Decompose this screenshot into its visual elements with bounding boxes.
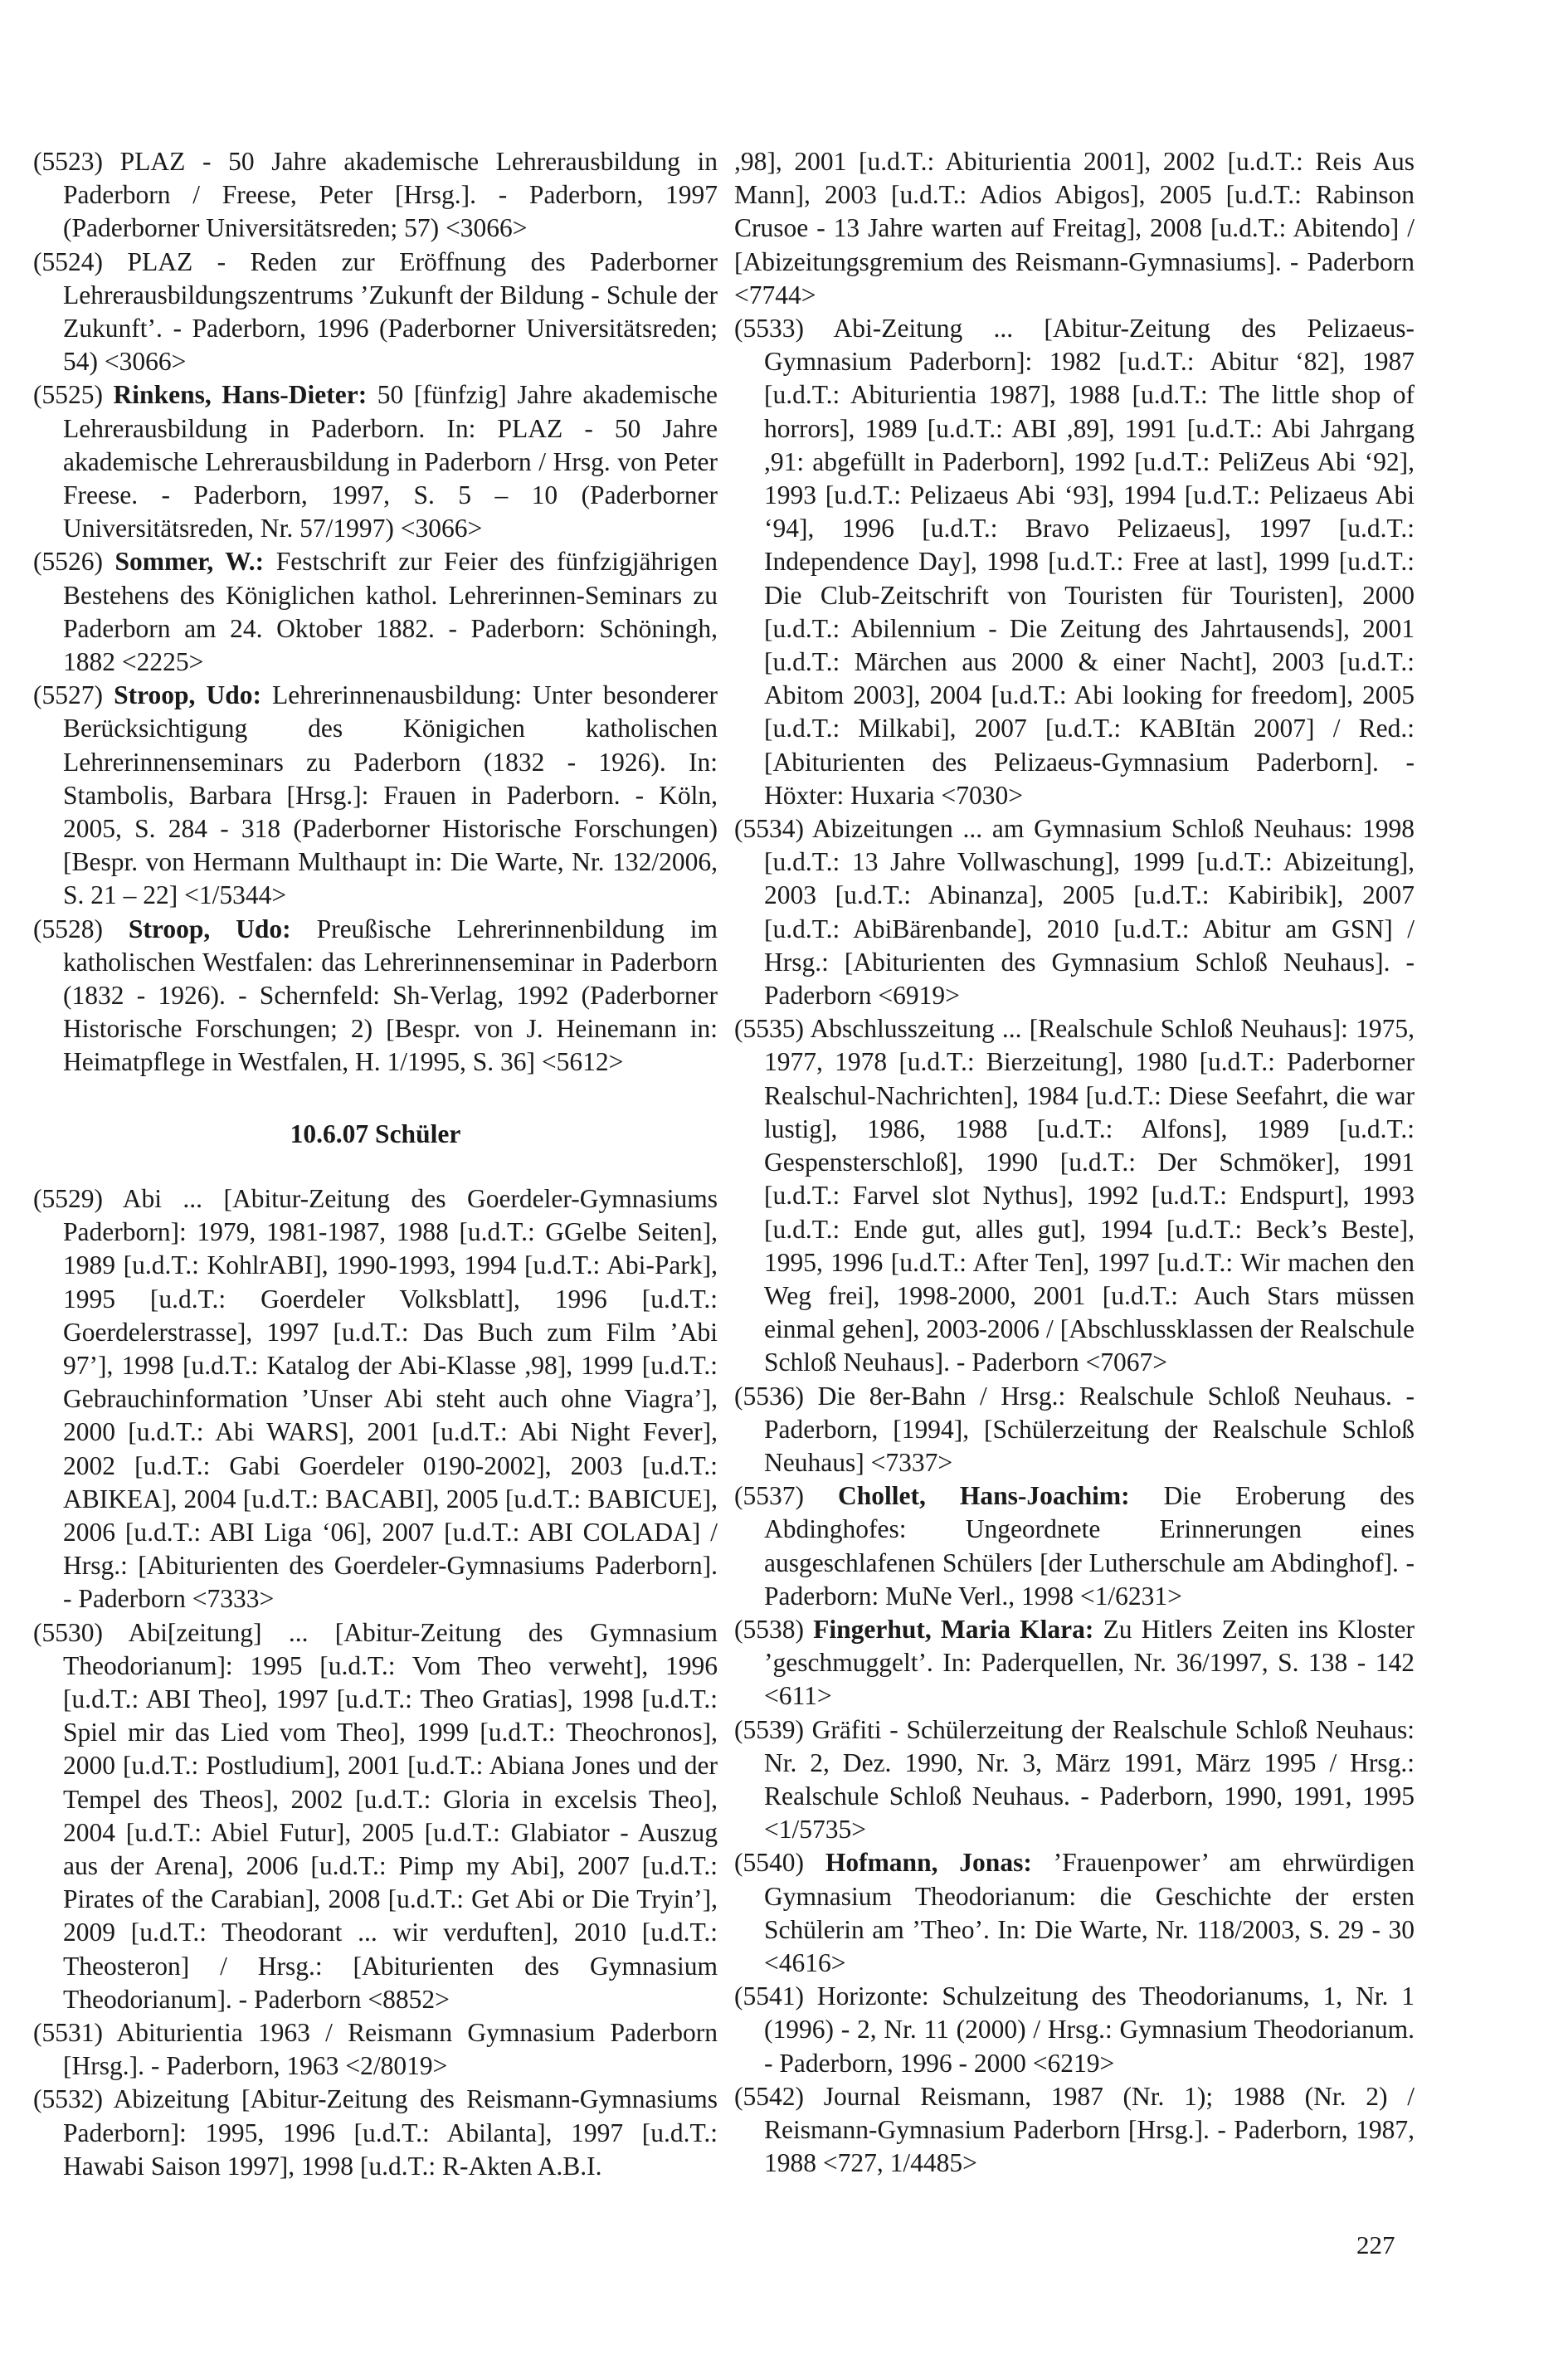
entry-text: 50 [fünfzig] Jahre akademische Lehrerausbildung in Paderborn. In: PLAZ - 50 Jahre akademische Lehrerausbildung in Paderborn / Hrsg. von Peter Freese. - Paderborn, 1997, S. 5 – 10 (Paderborner Universitätsreden, Nr. 57/1997) <3066> bbox=[63, 380, 718, 543]
bibliography-entry bbox=[33, 246, 718, 379]
entry-text: Abi[zeitung] ... [Abitur-Zeitung des Gymnasium Theodorianum]: 1995 [u.d.T.: Vom Theo verweht], 1996 [u.d.T.: ABI Theo], 1997 [u.d.T.: Theo Gratias], 1998 [u.d.T.: Spiel mir das Lied vom Theo], 1999 [u.d.T.: Theochronos], 2000 [u.d.T.: Postludium], 2001 [u.d.T.: Abiana Jones und der Tempel des Theos], 2002 [u.d.T.: Gloria in excelsis Theo], 2004 [u.d.T.: Abiel Futur], 2005 [u.d.T.: Glabiator - Auszug aus der Arena], 2006 [u.d.T.: Pimp my Abi], 2007 [u.d.T.: Pirates of the Carabian], 2008 [u.d.T.: Get Abi or Die Tryin’], 2009 [u.d.T.: Theodorant ... wir verduften], 2010 [u.d.T.: Theosteron] / Hrsg.: [Abiturienten des Gymnasium Theodorianum]. - Paderborn <8852> bbox=[63, 1617, 718, 2014]
entry-number: (5541) bbox=[734, 1981, 804, 2011]
bibliography-entry bbox=[33, 1182, 718, 1616]
entry-author: Hofmann, Jonas: bbox=[825, 1848, 1032, 1878]
section-heading: 10.6.07 Schüler bbox=[290, 1119, 461, 1148]
entry-text: Abschlusszeitung ... [Realschule Schloß Neuhaus]: 1975, 1977, 1978 [u.d.T.: Bierzeitung], 1980 [u.d.T.: Paderborner Realschul-Nachrichten], 1984 [u.d.T.: Diese Seefahrt, die war lustig], 1986, 1988 [u.d.T.: Alfons], 1989 [u.d.T.: Gespensterschloß], 1990 [u.d.T.: Der Schmöker], 1991 [u.d.T.: Farvel slot Nythus], 1992 [u.d.T.: Endspurt], 1993 [u.d.T.: Ende gut, alles gut], 1994 [u.d.T.: Beck’s Beste], 1995, 1996 [u.d.T.: After Ten], 1997 [u.d.T.: Wir machen den Weg frei], 1998-2000, 2001 [u.d.T.: Auch Stars müssen einmal gehen], 2003-2006 / [Abschlussklassen der Realschule Schloß Neuhaus]. - Paderborn <7067> bbox=[764, 1014, 1415, 1377]
bibliography-entry bbox=[734, 1846, 1415, 1980]
entry-text: Abizeitungen ... am Gymnasium Schloß Neuhaus: 1998 [u.d.T.: 13 Jahre Vollwaschung], 1999 [u.d.T.: Abizeitung], 2003 [u.d.T.: Abinanza], 2005 [u.d.T.: Kabiribik], 2007 [u.d.T.: AbiBärenbande], 2010 [u.d.T.: Abitur am GSN] / Hrsg.: [Abiturienten des Gymnasium Schloß Neuhaus]. - Paderborn <6919> bbox=[764, 814, 1415, 1011]
entry-author: Chollet, Hans-Joachim: bbox=[837, 1481, 1130, 1511]
bibliography-entry bbox=[734, 2080, 1415, 2181]
bibliography-entry bbox=[33, 679, 718, 912]
bibliography-entry bbox=[33, 145, 718, 246]
entry-author: Rinkens, Hans-Dieter: bbox=[113, 380, 368, 410]
left-entries-before-heading bbox=[33, 145, 718, 1080]
entry-text: Festschrift zur Feier des fünfzigjährigen Bestehens des Königlichen kathol. Lehrerinnen-Seminars zu Paderborn am 24. Oktober 1882. - Paderborn: Schöningh, 1882 <2225> bbox=[63, 547, 718, 677]
entry-number: (5536) bbox=[734, 1381, 804, 1411]
entry-number: (5539) bbox=[734, 1714, 804, 1744]
bibliography-entry bbox=[33, 1616, 718, 2016]
entry-number: (5526) bbox=[33, 547, 103, 577]
bibliography-entry bbox=[734, 1380, 1415, 1480]
entry-number: (5527) bbox=[33, 680, 103, 710]
bibliography-entry bbox=[734, 1012, 1415, 1379]
entry-text: Preußische Lehrerinnenbildung im katholischen Westfalen: das Lehrerinnenseminar in Paderborn (1832 - 1926). - Schernfeld: Sh-Verlag, 1992 (Paderborner Historische Forschungen; 2) [Bespr. von J. Heinemann in: Heimatpflege in Westfalen, H. 1/1995, S. 36] <5612> bbox=[63, 914, 718, 1077]
entry-number: (5528) bbox=[33, 914, 103, 943]
entry-text: Lehrerinnenausbildung: Unter besonderer Berücksichtigung des Königichen katholischen Lehrerinnenseminars zu Paderborn (1832 - 1926). In: Stambolis, Barbara [Hrsg.]: Frauen in Paderborn. - Köln, 2005, S. 284 - 318 (Paderborner Historische Forschungen) [Bespr. von Hermann Multhaupt in: Die Warte, Nr. 132/2006, S. 21 – 22] <1/5344> bbox=[63, 680, 718, 910]
continuation-paragraph: ,98], 2001 [u.d.T.: Abiturientia 2001], 2002 [u.d.T.: Reis Aus Mann], 2003 [u.d.T.: Adios Abigos], 2005 [u.d.T.: Rabinson Crusoe - 13 Jahre warten auf Freitag], 2008 [u.d.T.: Abitendo] / [Abizeitungsgremium des Reismann-Gymnasiums]. - Paderborn <7744> bbox=[734, 147, 1415, 309]
entry-number: (5524) bbox=[33, 246, 103, 276]
entry-number: (5537) bbox=[734, 1481, 804, 1511]
entry-number: (5540) bbox=[734, 1848, 804, 1878]
bibliography-entry bbox=[734, 312, 1415, 812]
bibliography-entry bbox=[33, 2016, 718, 2083]
bibliography-entry bbox=[734, 1613, 1415, 1713]
entry-author: Stroop, Udo: bbox=[128, 914, 291, 943]
left-entries-after-heading bbox=[33, 1182, 718, 2183]
bibliography-entry bbox=[734, 1479, 1415, 1613]
bibliography-entry bbox=[734, 1980, 1415, 2080]
left-column bbox=[33, 145, 718, 2183]
bibliography-entry bbox=[33, 378, 718, 545]
entry-text: PLAZ - Reden zur Eröffnung des Paderborner Lehrerausbildungszentrums ’Zukunft der Bildung - Schule der Zukunft’. - Paderborn, 1996 (Paderborner Universitätsreden; 54) <3066> bbox=[63, 246, 718, 377]
entry-text: Abiturientia 1963 / Reismann Gymnasium Paderborn [Hrsg.]. - Paderborn, 1963 <2/8019> bbox=[63, 2017, 718, 2081]
entry-text: PLAZ - 50 Jahre akademische Lehrerausbildung in Paderborn / Freese, Peter [Hrsg.]. - Paderborn, 1997 (Paderborner Universitätsreden; 57) <3066> bbox=[63, 147, 718, 243]
entry-text: Journal Reismann, 1987 (Nr. 1); 1988 (Nr. 2) / Reismann-Gymnasium Paderborn [Hrsg.]. - Paderborn, 1987, 1988 <727, 1/4485> bbox=[764, 2081, 1415, 2178]
entry-text: Die Eroberung des Abdinghofes: Ungeordnete Erinnerungen eines ausgeschlafenen Schülers [der Lutherschule am Abdinghof]. - Paderborn: MuNe Verl., 1998 <1/6231> bbox=[764, 1481, 1415, 1611]
entry-number: (5532) bbox=[33, 2084, 103, 2114]
entry-number: (5538) bbox=[734, 1614, 804, 1644]
bibliography-entry bbox=[33, 913, 718, 1080]
page-number: 227 bbox=[1356, 2230, 1395, 2259]
entry-number: (5533) bbox=[734, 314, 804, 344]
entry-text: Abizeitung [Abitur-Zeitung des Reismann-Gymnasiums Paderborn]: 1995, 1996 [u.d.T.: Abilanta], 1997 [u.d.T.: Hawabi Saison 1997], 1998 [u.d.T.: R-Akten A.B.I. bbox=[63, 2084, 718, 2181]
entry-number: (5534) bbox=[734, 814, 804, 844]
entry-text: Zu Hitlers Zeiten ins Kloster ’geschmuggelt’. In: Paderquellen, Nr. 36/1997, S. 138 - 142 <611> bbox=[764, 1614, 1415, 1711]
entry-text: Die 8er-Bahn / Hrsg.: Realschule Schloß Neuhaus. - Paderborn, [1994], [Schülerzeitung der Realschule Schloß Neuhaus] <7337> bbox=[764, 1381, 1415, 1477]
entry-text: Horizonte: Schulzeitung des Theodorianums, 1, Nr. 1 (1996) - 2, Nr. 11 (2000) / Hrsg.: Gymnasium Theodorianum. - Paderborn, 1996 - 2000 <6219> bbox=[764, 1981, 1415, 2078]
bibliography-entry bbox=[33, 545, 718, 679]
entry-author: Sommer, W.: bbox=[114, 547, 265, 577]
entry-number: (5529) bbox=[33, 1183, 103, 1213]
entry-text: Gräfiti - Schülerzeitung der Realschule Schloß Neuhaus: Nr. 2, Dez. 1990, Nr. 3, März 1991, März 1995 / Hrsg.: Realschule Schloß Neuhaus. - Paderborn, 1990, 1991, 1995 <1/5735> bbox=[764, 1714, 1415, 1845]
right-entries bbox=[734, 312, 1415, 2180]
entry-number: (5535) bbox=[734, 1014, 804, 1044]
entry-number: (5530) bbox=[33, 1617, 103, 1647]
entry-author: Fingerhut, Maria Klara: bbox=[813, 1614, 1094, 1644]
entry-author: Stroop, Udo: bbox=[114, 680, 261, 710]
entry-number: (5525) bbox=[33, 380, 103, 410]
entry-number: (5542) bbox=[734, 2081, 804, 2111]
bibliography-entry bbox=[734, 812, 1415, 1012]
right-column bbox=[734, 145, 1415, 2180]
entry-number: (5523) bbox=[33, 147, 103, 176]
entry-text: Abi-Zeitung ... [Abitur-Zeitung des Pelizaeus-Gymnasium Paderborn]: 1982 [u.d.T.: Abitur ‘82], 1987 [u.d.T.: Abiturientia 1987], 1988 [u.d.T.: The little shop of horrors], 1989 [u.d.T.: ABI ,89], 1991 [u.d.T.: Abi Jahrgang ,91: abgefüllt in Paderborn], 1992 [u.d.T.: PeliZeus Abi ‘92], 1993 [u.d.T.: Pelizaeus Abi ‘93], 1994 [u.d.T.: Pelizaeus Abi ‘94], 1996 [u.d.T.: Bravo Pelizaeus], 1997 [u.d.T.: Independence Day], 1998 [u.d.T.: Free at last], 1999 [u.d.T.: Die Club-Zeitschrift von Touristen für Touristen], 2000 [u.d.T.: Abilennium - Die Zeitung des Jahrtausends], 2001 [u.d.T.: Märchen aus 2000 & einer Nacht], 2003 [u.d.T.: Abitom 2003], 2004 [u.d.T.: Abi looking for freedom], 2005 [u.d.T.: Milkabi], 2007 [u.d.T.: KABItän 2007] / Red.: [Abiturienten des Pelizaeus-Gymnasium Paderborn]. - Höxter: Huxaria <7030> bbox=[764, 314, 1415, 810]
entry-text: Abi ... [Abitur-Zeitung des Goerdeler-Gymnasiums Paderborn]: 1979, 1981-1987, 1988 [u.d.T.: GGelbe Seiten], 1989 [u.d.T.: KohlrABI], 1990-1993, 1994 [u.d.T.: Abi-Park], 1995 [u.d.T.: Goerdeler Volksblatt], 1996 [u.d.T.: Goerdelerstrasse], 1997 [u.d.T.: Das Buch zum Film ’Abi 97’], 1998 [u.d.T.: Katalog der Abi-Klasse ,98], 1999 [u.d.T.: Gebrauchinformation ’Unser Abi steht auch ohne Viagra’], 2000 [u.d.T.: Abi WARS], 2001 [u.d.T.: Abi Night Fever], 2002 [u.d.T.: Gabi Goerdeler 0190-2002], 2003 [u.d.T.: ABIKEA], 2004 [u.d.T.: BACABI], 2005 [u.d.T.: BABICUE], 2006 [u.d.T.: ABI Liga ‘06], 2007 [u.d.T.: ABI COLADA] / Hrsg.: [Abiturienten des Goerdeler-Gymnasiums Paderborn]. - Paderborn <7333> bbox=[63, 1183, 718, 1614]
entry-number: (5531) bbox=[33, 2017, 103, 2047]
bibliography-entry bbox=[734, 1713, 1415, 1847]
entry-text: ’Frauenpower’ am ehrwürdigen Gymnasium Theodorianum: die Geschichte der ersten Schülerin am ’Theo’. In: Die Warte, Nr. 118/2003, S. 29 - 30 <4616> bbox=[764, 1848, 1415, 1977]
bibliography-entry bbox=[33, 2083, 718, 2183]
